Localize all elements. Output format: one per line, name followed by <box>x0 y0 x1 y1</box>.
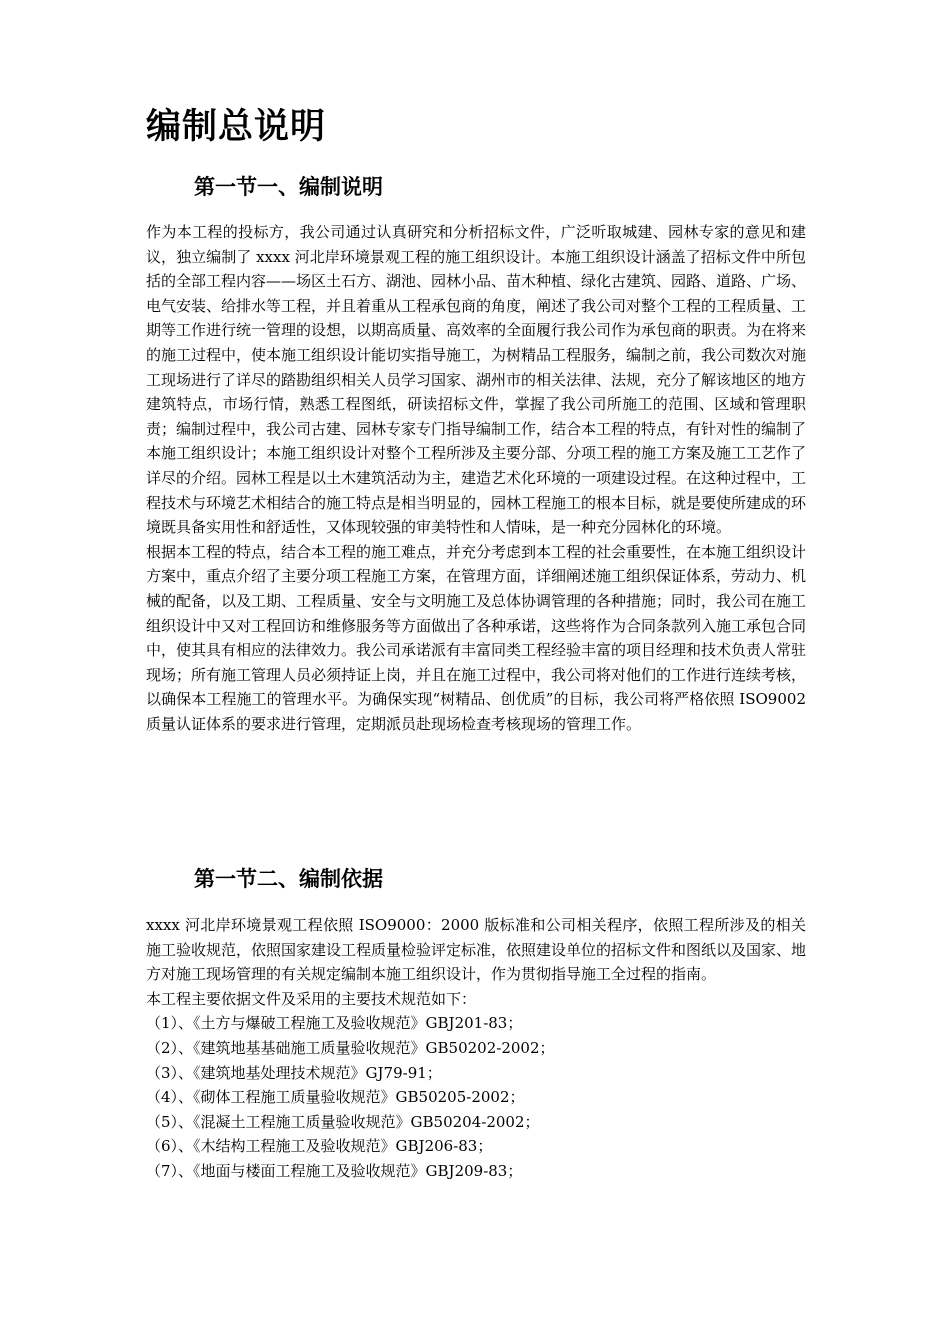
section-body-compilation-basis <box>146 913 806 1184</box>
body-paragraph: 根据本工程的特点，结合本工程的施工难点，并充分考虑到本工程的社会重要性，在本施工组织设计方案中，重点介绍了主要分项工程施工方案，在管理方面，详细阐述施工组织保证体系，劳动力、机械的配备，以及工期、工程质量、安全与文明施工及总体协调管理的各种措施；同时，我公司在施工组织设计中又对工程回访和维修服务等方面做出了各种承诺，这些将作为合同条款列入施工承包合同中，使其具有相应的法律效力。我公司承诺派有丰富同类工程经验丰富的项目经理和技术负责人常驻现场；所有施工管理人员必须持证上岗，并且在施工过程中，我公司将对他们的工作进行连续考核，以确保本工程施工的管理水平。为确保实现“树精品、创优质”的目标，我公司将严格依照 ISO9002 质量认证体系的要求进行管理，定期派员赴现场检查考核现场的管理工作。 <box>146 542 807 733</box>
reference-item: （7）、《地面与楼面工程施工及验收规范》GBJ209-83； <box>146 1161 523 1180</box>
reference-item: （3）、《建筑地基处理技术规范》GJ79-91； <box>146 1063 442 1082</box>
reference-list <box>146 1011 806 1183</box>
reference-item: （1）、《土方与爆破工程施工及验收规范》GBJ201-83； <box>146 1014 523 1033</box>
reference-item: （2）、《建筑地基基础施工质量验收规范》GB50202-2002； <box>146 1038 555 1057</box>
reference-item: （6）、《木结构工程施工及验收规范》GBJ206-83； <box>146 1137 493 1156</box>
section-body-compilation-notes <box>146 220 806 736</box>
reference-item: （4）、《砌体工程施工质量验收规范》GB50205-2002； <box>146 1088 525 1107</box>
section-heading-compilation-basis: 第一节二、编制依据 <box>194 867 383 891</box>
body-paragraph: 本工程主要依据文件及采用的主要技术规范如下： <box>146 989 477 1008</box>
document-title: 编制总说明 <box>146 107 327 147</box>
body-paragraph: xxxx 河北岸环境景观工程依照 ISO9000：2000 版标准和公司相关程序，依照工程所涉及的相关施工验收规范，依照国家建设工程质量检验评定标准，依照建设单位的招标文件和图纸以及国家、地方对施工现场管理的有关规定编制本施工组织设计，作为贯彻指导施工全过程的指南。 <box>146 916 807 984</box>
body-paragraph: 作为本工程的投标方，我公司通过认真研究和分析招标文件，广泛听取城建、园林专家的意见和建议，独立编制了 xxxx 河北岸环境景观工程的施工组织设计。本施工组织设计涵盖了招标文件中所包括的全部工程内容——场区土石方、湖池、园林小品、苗木种植、绿化古建筑、园路、道路、广场、电气安装、给排水等工程，并且着重从工程承包商的角度，阐述了我公司对整个工程的工程质量、工期等工作进行统一管理的设想，以期高质量、高效率的全面履行我公司作为承包商的职责。为在将来的施工过程中，使本施工组织设计能切实指导施工，为树精品工程服务，编制之前，我公司数次对施工现场进行了详尽的踏勘组织相关人员学习国家、湖州市的相关法律、法规，充分了解该地区的地方建筑特点，市场行情，熟悉工程图纸，研读招标文件，掌握了我公司所施工的范围、区域和管理职责；编制过程中，我公司古建、园林专家专门指导编制工作，结合本工程的特点，有针对性的编制了本施工组织设计；本施工组织设计对整个工程所涉及主要分部、分项工程的施工方案及施工工艺作了详尽的介绍。园林工程是以土木建筑活动为主，建造艺术化环境的一项建设过程。在这种过程中，工程技术与环境艺术相结合的施工特点是相当明显的，园林工程施工的根本目标，就是要使所建成的环境既具备实用性和舒适性，又体现较强的审美特性和人情味，是一种充分园林化的环境。 <box>146 223 807 537</box>
reference-item: （5）、《混凝土工程施工质量验收规范》GB50204-2002； <box>146 1112 540 1131</box>
section-heading-compilation-notes: 第一节一、编制说明 <box>194 175 383 199</box>
